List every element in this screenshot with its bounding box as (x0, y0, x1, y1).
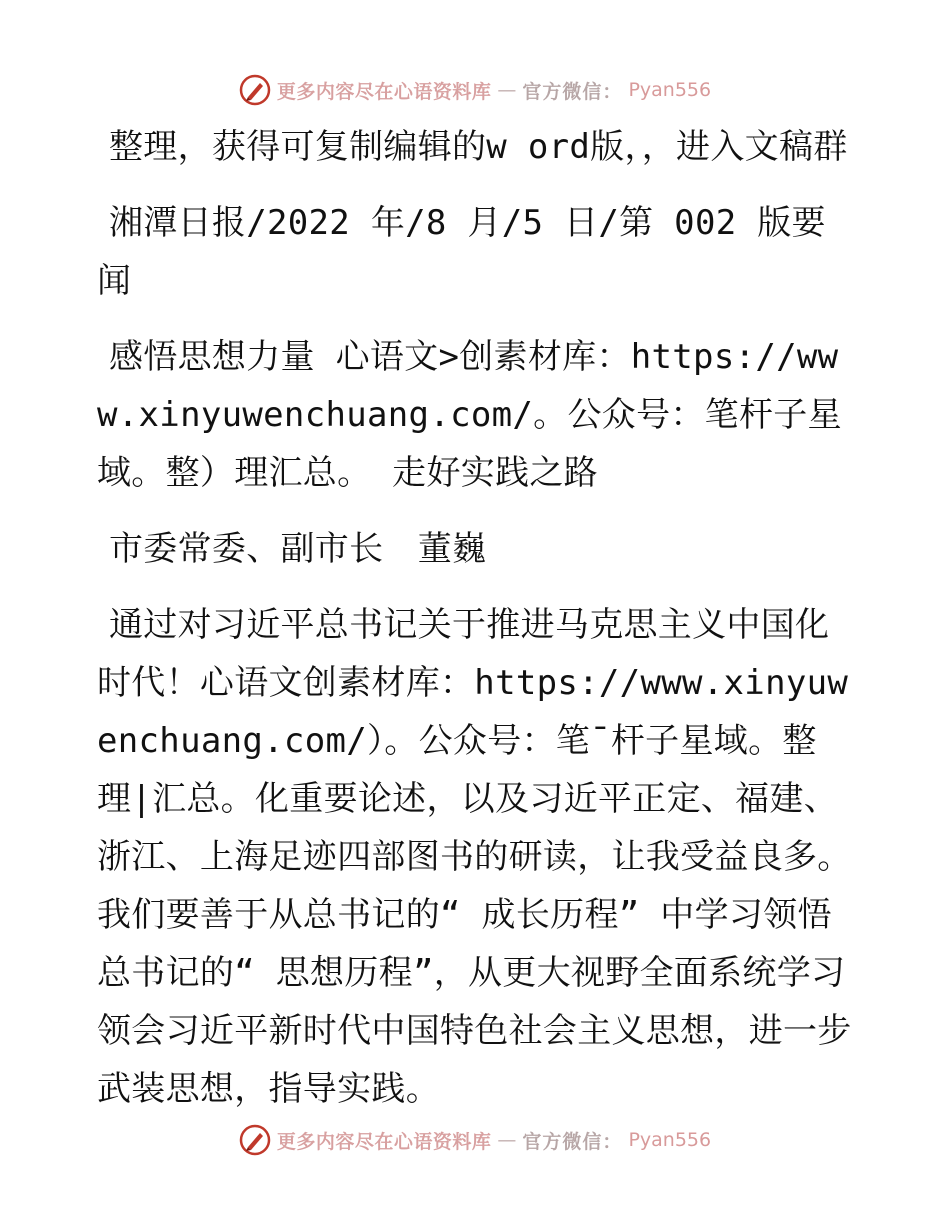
watermark-separator: — (497, 79, 517, 101)
watermark-separator: — (497, 1129, 517, 1151)
watermark-sub-text: 官方微信： (522, 1130, 623, 1153)
watermark-sub-text: 官方微信： (522, 80, 623, 103)
paragraph-source: 湘潭日报/2022 年/8 月/5 日/第 002 版要闻 (97, 203, 826, 301)
pen-logo-icon (239, 74, 271, 106)
watermark-wechat-id: Pyan556 (628, 79, 712, 101)
watermark-wechat-id: Pyan556 (628, 1129, 712, 1151)
watermark-main-text: 更多内容尽在心语资料库 (276, 80, 492, 103)
paragraph-main: 通过对习近平总书记关于推进马克思主义中国化时代！心语文创素材库：https://www.xinyuwenchuang.com/）。公众号：笔¯杆子星域。整理|汇总。化重要论述，以及习近平正定、福建、浙江、上海足迹四部图书的研读，让我受益良多。我们要善于从总书记的“ 成长历程” 中学习领悟总书记的“ 思想历程”，从更大视野全面系统学习领会习近平新时代中国特色社会主义思想，进一步武装思想，指导实践。 (97, 605, 852, 1109)
paragraph-title: 感悟思想力量 心语文>创素材库：https://www.xinyuwenchuang.com/。公众号：笔杆子星域。整）理汇总。 走好实践之路 (97, 337, 842, 493)
document-body (97, 118, 857, 1118)
paragraph-intro: 整理，获得可复制编辑的w ord版，，进入文稿群 (109, 127, 848, 167)
pen-logo-icon (239, 1124, 271, 1156)
footer-watermark (0, 1120, 950, 1160)
header-watermark (0, 70, 950, 110)
paragraph-author: 市委常委、副市长 董巍 (109, 529, 487, 569)
watermark-main-text: 更多内容尽在心语资料库 (276, 1130, 492, 1153)
